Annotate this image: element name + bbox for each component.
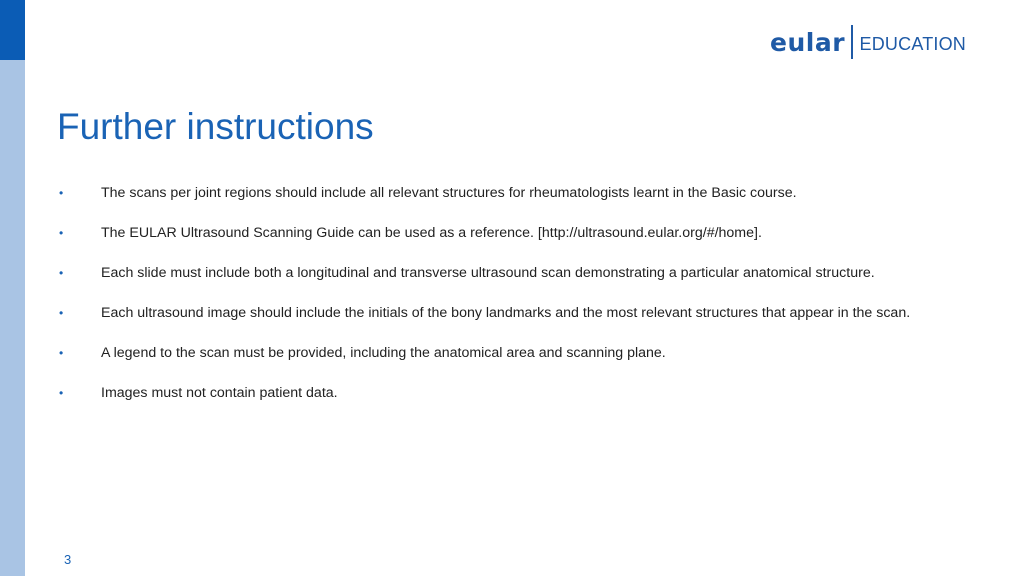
instruction-item <box>57 182 977 204</box>
instruction-text: A legend to the scan must be provided, including the anatomical area and scanning plane. <box>101 345 666 361</box>
instruction-item <box>57 262 977 284</box>
side-stripe-accent <box>0 0 25 60</box>
bullet-icon: • <box>59 386 64 400</box>
bullet-icon: • <box>59 186 64 200</box>
instruction-item <box>57 382 977 404</box>
instruction-text: Images must not contain patient data. <box>101 385 338 401</box>
instruction-item <box>57 302 977 324</box>
instruction-text: Each slide must include both a longitudinal and transverse ultrasound scan demonstrating a particular anatomical structure. <box>101 265 875 281</box>
instruction-text: The scans per joint regions should include all relevant structures for rheumatologists learnt in the Basic course. <box>101 185 797 201</box>
bullet-icon: • <box>59 226 64 240</box>
instruction-item <box>57 222 977 244</box>
bullet-icon: • <box>59 346 64 360</box>
instruction-text: Each ultrasound image should include the initials of the bony landmarks and the most relevant structures that appear in the scan. <box>101 305 911 321</box>
side-stripe <box>0 0 25 576</box>
bullet-icon: • <box>59 266 64 280</box>
logo-brand: eular <box>770 27 846 57</box>
instruction-item <box>57 342 977 364</box>
slide-title: Further instructions <box>57 106 374 147</box>
instruction-list <box>57 182 977 422</box>
bullet-icon: • <box>59 306 64 320</box>
logo-subtitle: EDUCATION <box>859 33 967 54</box>
logo-divider <box>851 25 853 59</box>
instruction-text: The EULAR Ultrasound Scanning Guide can be used as a reference. [http://ultrasound.eular.org/#/home]. <box>101 225 762 241</box>
page-number: 3 <box>64 552 72 567</box>
eular-education-logo <box>770 24 966 60</box>
